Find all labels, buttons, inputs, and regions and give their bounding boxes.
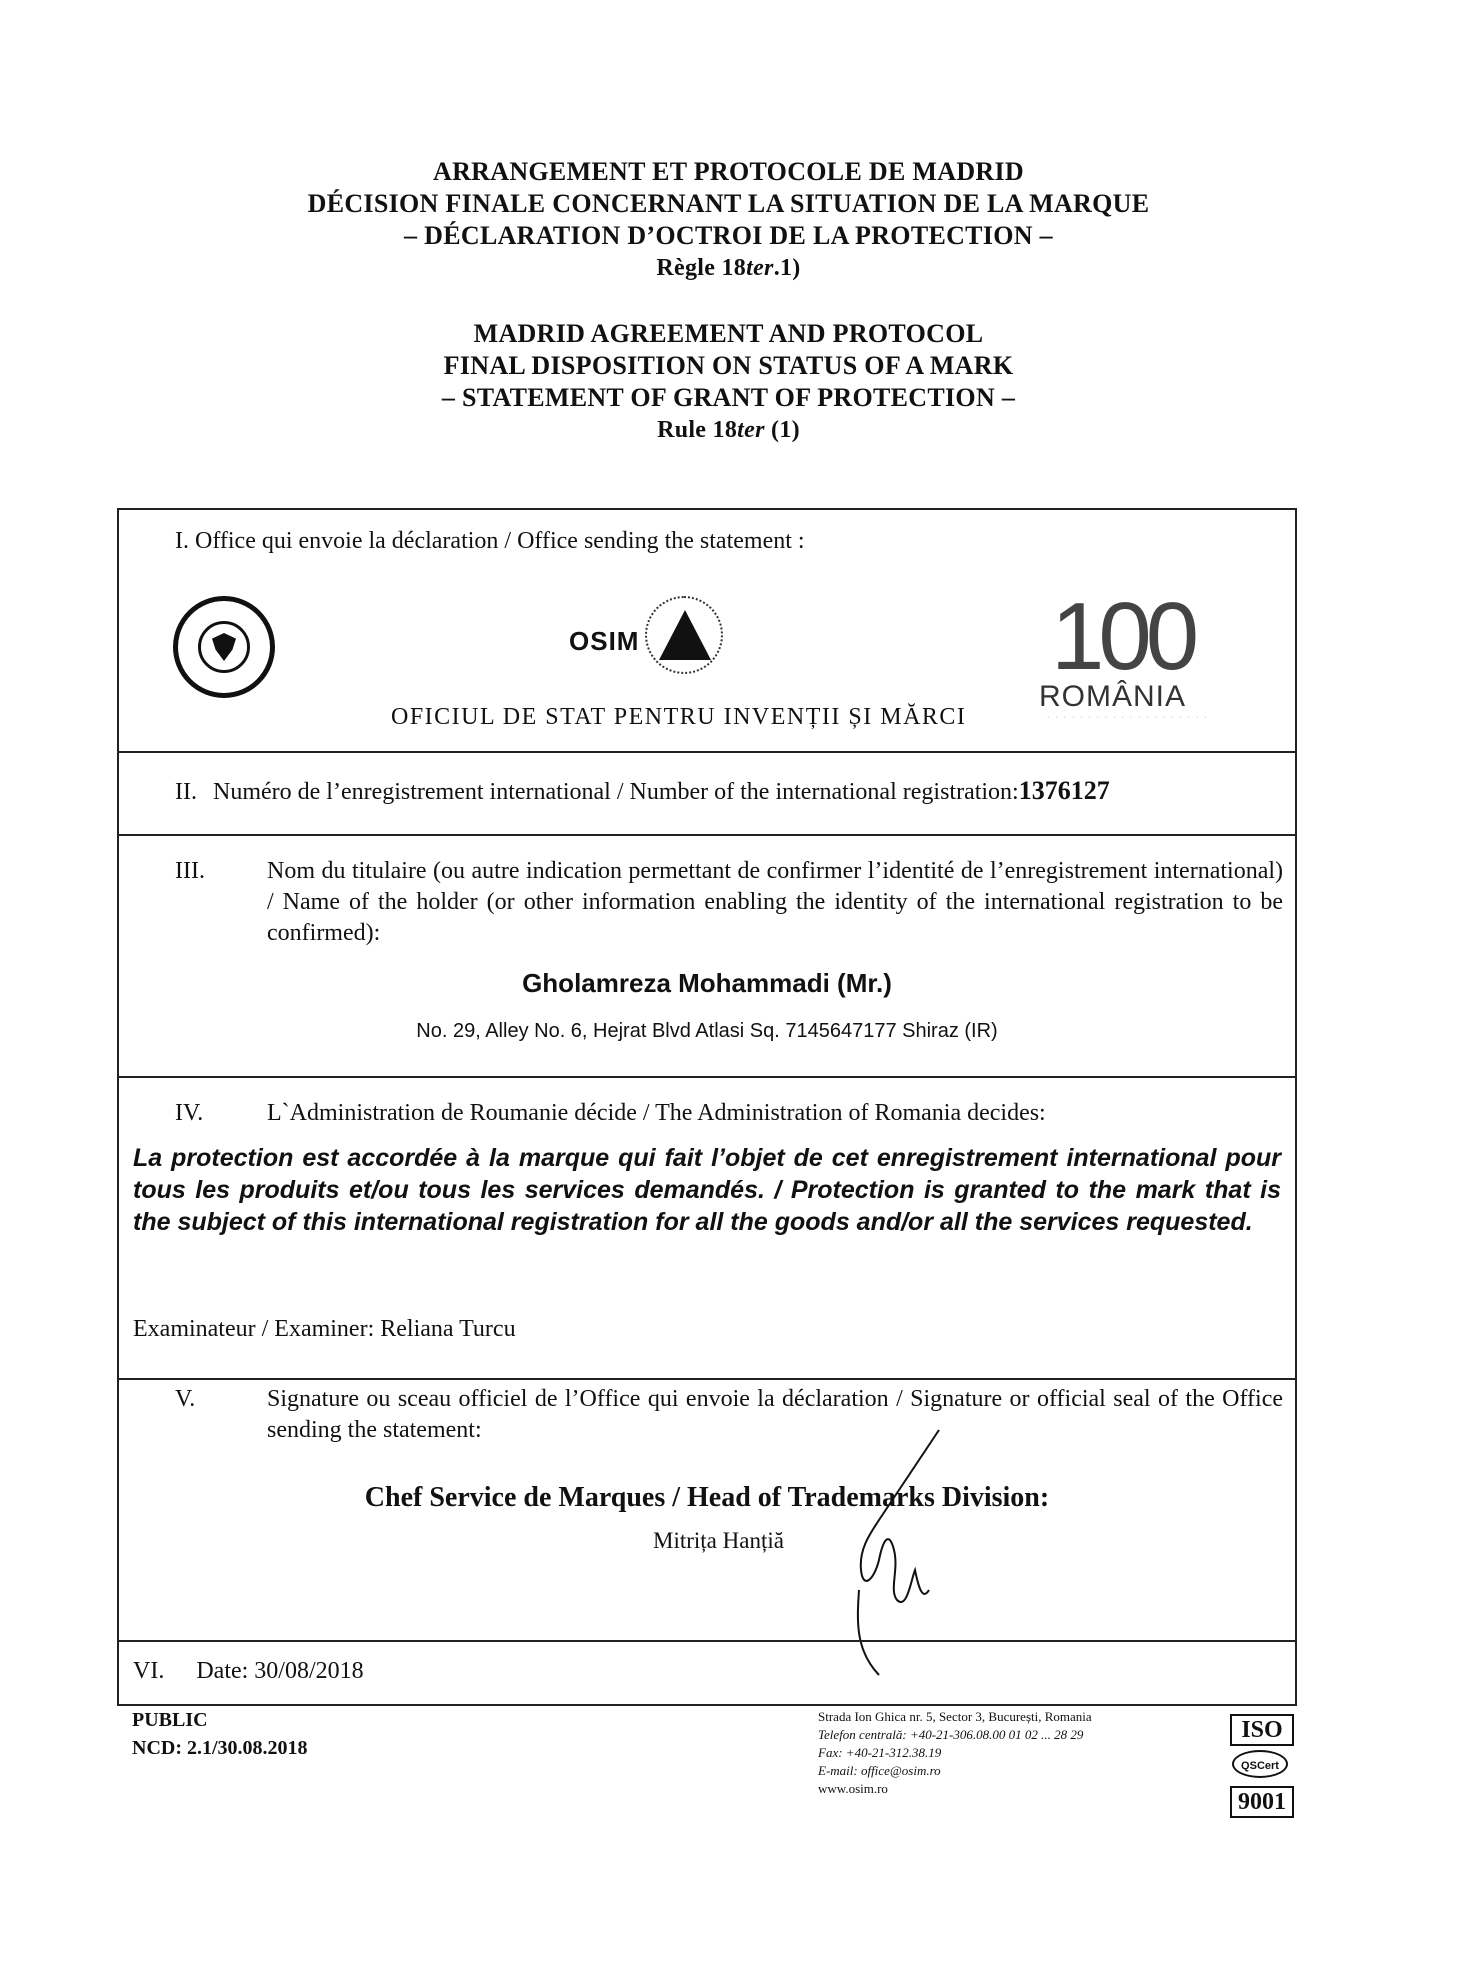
- rule-fr-suffix: .1): [773, 255, 801, 281]
- office-address: Strada Ion Ghica nr. 5, Sector 3, București, Romania: [818, 1709, 1092, 1724]
- iso-label: ISO: [1230, 1714, 1294, 1746]
- section2-label: Numéro de l’enregistrement international / Number of the international registration:: [212, 779, 1019, 805]
- title-fr-line1: ARRANGEMENT ET PROTOCOLE DE MADRID: [433, 157, 1024, 186]
- footer-contact: [818, 1708, 1092, 1798]
- section6-numeral: VI.: [133, 1658, 165, 1684]
- decision-text: La protection est accordée à la marque qui fait l’objet de cet enregistrement international pour tous les produits et/ou tous les services demandés. / Protection is granted to the mark that is the subject of this international registration for all the goods and/or all the services requested.: [133, 1144, 1281, 1236]
- office-name: OFICIUL DE STAT PENTRU INVENȚII ȘI MĂRCI: [391, 704, 967, 730]
- office-fax: Fax: +40-21-312.38.19: [818, 1745, 942, 1760]
- office-website: www.osim.ro: [818, 1781, 888, 1796]
- section6-row: [133, 1656, 364, 1687]
- title-fr-line3: – DÉCLARATION D’OCTROI DE LA PROTECTION –: [404, 221, 1053, 250]
- rule-fr-prefix: Règle 18: [656, 255, 747, 281]
- title-en-line2: FINAL DISPOSITION ON STATUS OF A MARK: [443, 351, 1014, 380]
- section-decision: [117, 1076, 1297, 1379]
- rule-fr-italic: ter: [746, 255, 774, 281]
- romania-centenary-word: ROMÂNIA: [1039, 680, 1187, 713]
- rule-en-italic: ter: [737, 417, 765, 443]
- classification-label: PUBLIC: [132, 1709, 208, 1731]
- government-seal-icon: [173, 596, 275, 698]
- title-english: [0, 318, 1457, 446]
- holder-name: Gholamreza Mohammadi (Mr.): [522, 968, 892, 998]
- qscert-label: QSCert: [1232, 1750, 1288, 1778]
- section2-row: [175, 775, 1110, 808]
- iso-number: 9001: [1230, 1786, 1294, 1818]
- rule-en-suffix: (1): [764, 417, 800, 443]
- registration-number: 1376127: [1018, 776, 1110, 805]
- iso-certification-badge: [1230, 1714, 1294, 1820]
- chief-title: Chef Service de Marques / Head of Trademarks Division:: [364, 1482, 1050, 1513]
- section-date: [117, 1640, 1297, 1706]
- ncd-reference: NCD: 2.1/30.08.2018: [132, 1737, 308, 1759]
- title-fr-rule: [0, 252, 1457, 284]
- section-office: [117, 508, 1297, 752]
- examiner: Examinateur / Examiner: Reliana Turcu: [133, 1316, 516, 1342]
- title-fr-line2: DÉCISION FINALE CONCERNANT LA SITUATION DE LA MARQUE: [307, 189, 1150, 218]
- footer-classification: [132, 1706, 308, 1762]
- title-en-line1: MADRID AGREEMENT AND PROTOCOL: [473, 319, 984, 348]
- holder-address: No. 29, Alley No. 6, Hejrat Blvd Atlasi Sq. 7145647177 Shiraz (IR): [416, 1020, 998, 1042]
- osim-logo: [569, 588, 809, 678]
- section5-label: Signature ou sceau officiel de l’Office qui envoie la déclaration / Signature or official seal of the Office sending the statement:: [267, 1386, 1283, 1443]
- section5-numeral: V.: [175, 1386, 196, 1412]
- section3-numeral: III.: [175, 858, 205, 884]
- osim-logo-word: OSIM: [569, 626, 640, 656]
- section3-label: Nom du titulaire (ou autre indication permettant de confirmer l’identité de l’enregistrement international) / Name of the holder (or other information enabling the identity of the international registration to be confirmed):: [267, 858, 1283, 946]
- chief-name: Mitrița Hanțiă: [653, 1528, 784, 1553]
- document-date: Date: 30/08/2018: [196, 1658, 364, 1684]
- section-holder: [117, 834, 1297, 1077]
- section-signature: [117, 1378, 1297, 1641]
- section1-label: I. Office qui envoie la déclaration / Office sending the statement :: [175, 528, 805, 554]
- section2-numeral: II.: [175, 779, 197, 805]
- romania-centenary-number: 100: [1051, 583, 1194, 690]
- office-email: E-mail: office@osim.ro: [818, 1763, 941, 1778]
- title-en-rule: [0, 414, 1457, 446]
- title-french: [0, 156, 1457, 284]
- section-registration-number: [117, 751, 1297, 835]
- title-en-line3: – STATEMENT OF GRANT OF PROTECTION –: [441, 383, 1016, 412]
- section4-label: L`Administration de Roumanie décide / The Administration of Romania decides:: [267, 1100, 1046, 1126]
- rule-en-prefix: Rule 18: [657, 417, 738, 443]
- section4-numeral: IV.: [175, 1100, 204, 1126]
- romania-centenary-logo: [1039, 582, 1279, 722]
- romania-centenary-tagline: · · · · · · · · · · · · · · · · · · · ·: [1047, 714, 1209, 721]
- office-phone: Telefon centrală: +40-21-306.08.00 01 02 ... 28 29: [818, 1727, 1084, 1742]
